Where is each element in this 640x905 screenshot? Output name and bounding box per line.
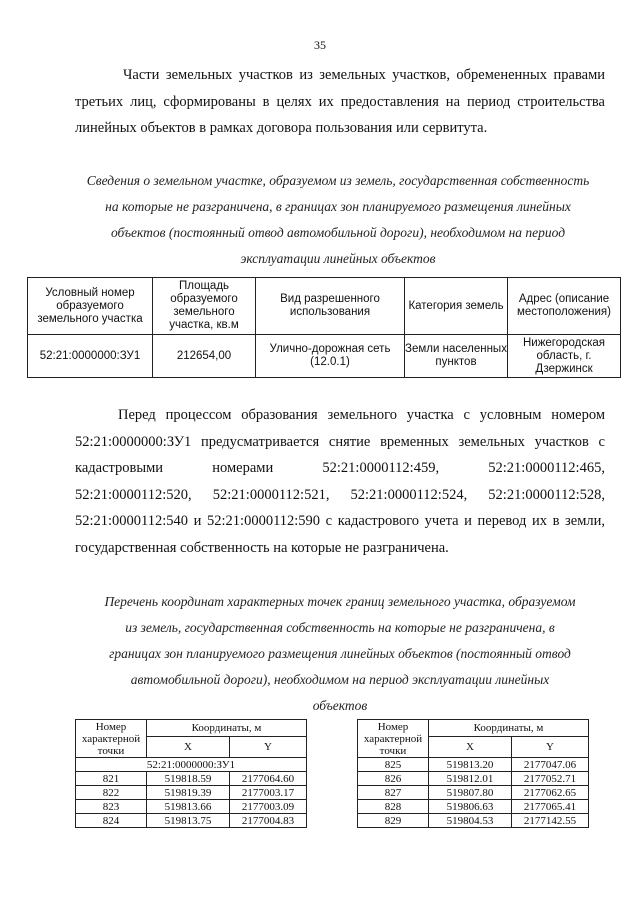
- body-word: 52:21:0000112:459,: [322, 460, 440, 476]
- y-cell: 2177062.65: [512, 786, 589, 800]
- heading-line: из земель, государственная собственность на которые не разграничена, в: [125, 620, 555, 635]
- parcel-header-cell: Условный номер образуемого земельного участка: [28, 278, 153, 335]
- x-header: X: [429, 737, 512, 758]
- parcel-header-cell: Вид разрешенного использования: [256, 278, 405, 335]
- table-row: [76, 772, 307, 786]
- heading-line: границах зон планируемого размещения линейных объектов (постоянный отвод: [109, 646, 571, 661]
- y-cell: 2177003.17: [230, 786, 307, 800]
- body-word: 52:21:0000112:521,: [212, 486, 330, 503]
- x-cell: 519818.59: [147, 772, 230, 786]
- heading-line: объектов: [312, 698, 368, 713]
- coords-table-right: [357, 719, 589, 828]
- intro-paragraph: Части земельных участков из земельных участков, обремененных правами третьих лиц, сформированы в целях их предоставления на период строительства линейных объектов в рамках договора пользования или сервитута.: [75, 67, 605, 136]
- table-row: [358, 786, 589, 800]
- x-header: X: [147, 737, 230, 758]
- point-cell: 827: [358, 786, 429, 800]
- coords-header-row: [76, 720, 307, 737]
- body-word: номерами: [212, 460, 274, 476]
- point-cell: 826: [358, 772, 429, 786]
- x-cell: 519806.63: [429, 800, 512, 814]
- table-row: [358, 758, 589, 772]
- body-line: 52:21:0000112:540 и 52:21:0000112:590 с кадастрового учета и перевод их в земли,: [75, 513, 605, 529]
- point-cell: 825: [358, 758, 429, 772]
- parcel-cell: Нижегородская область, г. Дзержинск: [508, 335, 621, 378]
- body-line-spread: [75, 455, 605, 482]
- table-row: [28, 335, 621, 378]
- parcel-cell: 212654,00: [153, 335, 256, 378]
- parcel-table-header-row: [28, 278, 621, 335]
- x-cell: 519819.39: [147, 786, 230, 800]
- coords-header-row: [358, 720, 589, 737]
- y-cell: 2177003.09: [230, 800, 307, 814]
- y-cell: 2177064.60: [230, 772, 307, 786]
- x-cell: 519813.75: [147, 814, 230, 828]
- parcel-cell: 52:21:0000000:ЗУ1: [28, 335, 153, 378]
- y-cell: 2177142.55: [512, 814, 589, 828]
- point-cell: 822: [76, 786, 147, 800]
- x-cell: 519812.01: [429, 772, 512, 786]
- body-word: кадастровыми: [75, 460, 164, 476]
- table-row: [358, 772, 589, 786]
- point-header: Номер характерной точки: [76, 720, 147, 758]
- parcel-cell: Улично-дорожная сеть (12.0.1): [256, 335, 405, 378]
- x-cell: 519807.80: [429, 786, 512, 800]
- y-cell: 2177047.06: [512, 758, 589, 772]
- body-line: государственная собственность на которые не разграничена.: [75, 539, 449, 556]
- y-header: Y: [230, 737, 307, 758]
- parcel-header-cell: Категория земель: [405, 278, 508, 335]
- parcel-header-cell: Адрес (описание местоположения): [508, 278, 621, 335]
- point-cell: 824: [76, 814, 147, 828]
- body-word: 52:21:0000112:520,: [75, 486, 192, 503]
- coords-table-left: [75, 719, 307, 828]
- parcel-cell: Земли населенных пунктов: [405, 335, 508, 378]
- page-number: 35: [314, 38, 326, 52]
- point-cell: 828: [358, 800, 429, 814]
- body-line-spread: [75, 482, 605, 509]
- table-row: [76, 814, 307, 828]
- group-label: 52:21:0000000:ЗУ1: [76, 758, 307, 772]
- body-paragraph: [75, 402, 605, 561]
- point-header: Номер характерной точки: [358, 720, 429, 758]
- section2-heading: [60, 589, 620, 719]
- x-cell: 519813.66: [147, 800, 230, 814]
- table-row: [358, 814, 589, 828]
- point-cell: 829: [358, 814, 429, 828]
- table-row: [76, 786, 307, 800]
- parcel-table: [27, 277, 621, 378]
- body-line: 52:21:0000000:ЗУ1 предусматривается снятие временных земельных участков с: [75, 433, 605, 450]
- group-row: [76, 758, 307, 772]
- heading-line: Перечень координат характерных точек границ земельного участка, образуемом: [104, 594, 576, 609]
- parcel-header-cell: Площадь образуемого земельного участка, кв.м: [153, 278, 256, 335]
- y-cell: 2177004.83: [230, 814, 307, 828]
- point-cell: 823: [76, 800, 147, 814]
- x-cell: 519813.20: [429, 758, 512, 772]
- y-cell: 2177052.71: [512, 772, 589, 786]
- body-line: Перед процессом образования земельного участка с условным номером: [118, 407, 605, 423]
- coords-header: Координаты, м: [429, 720, 589, 737]
- body-word: 52:21:0000112:465,: [488, 460, 605, 476]
- body-word: 52:21:0000112:528,: [488, 486, 605, 503]
- body-word: 52:21:0000112:524,: [350, 486, 468, 503]
- table-row: [76, 800, 307, 814]
- y-header: Y: [512, 737, 589, 758]
- section1-heading: Сведения о земельном участке, образуемом из земель, государственная собственность на которые не разграничена, в границах зон планируемого размещения линейных объектов (постоянный отвод автомобильной дороги), необходимом на период эксплуатации линейных объектов: [86, 173, 590, 266]
- x-cell: 519804.53: [429, 814, 512, 828]
- coords-header: Координаты, м: [147, 720, 307, 737]
- y-cell: 2177065.41: [512, 800, 589, 814]
- heading-line: автомобильной дороги), необходимом на период эксплуатации линейных: [130, 672, 550, 687]
- point-cell: 821: [76, 772, 147, 786]
- table-row: [358, 800, 589, 814]
